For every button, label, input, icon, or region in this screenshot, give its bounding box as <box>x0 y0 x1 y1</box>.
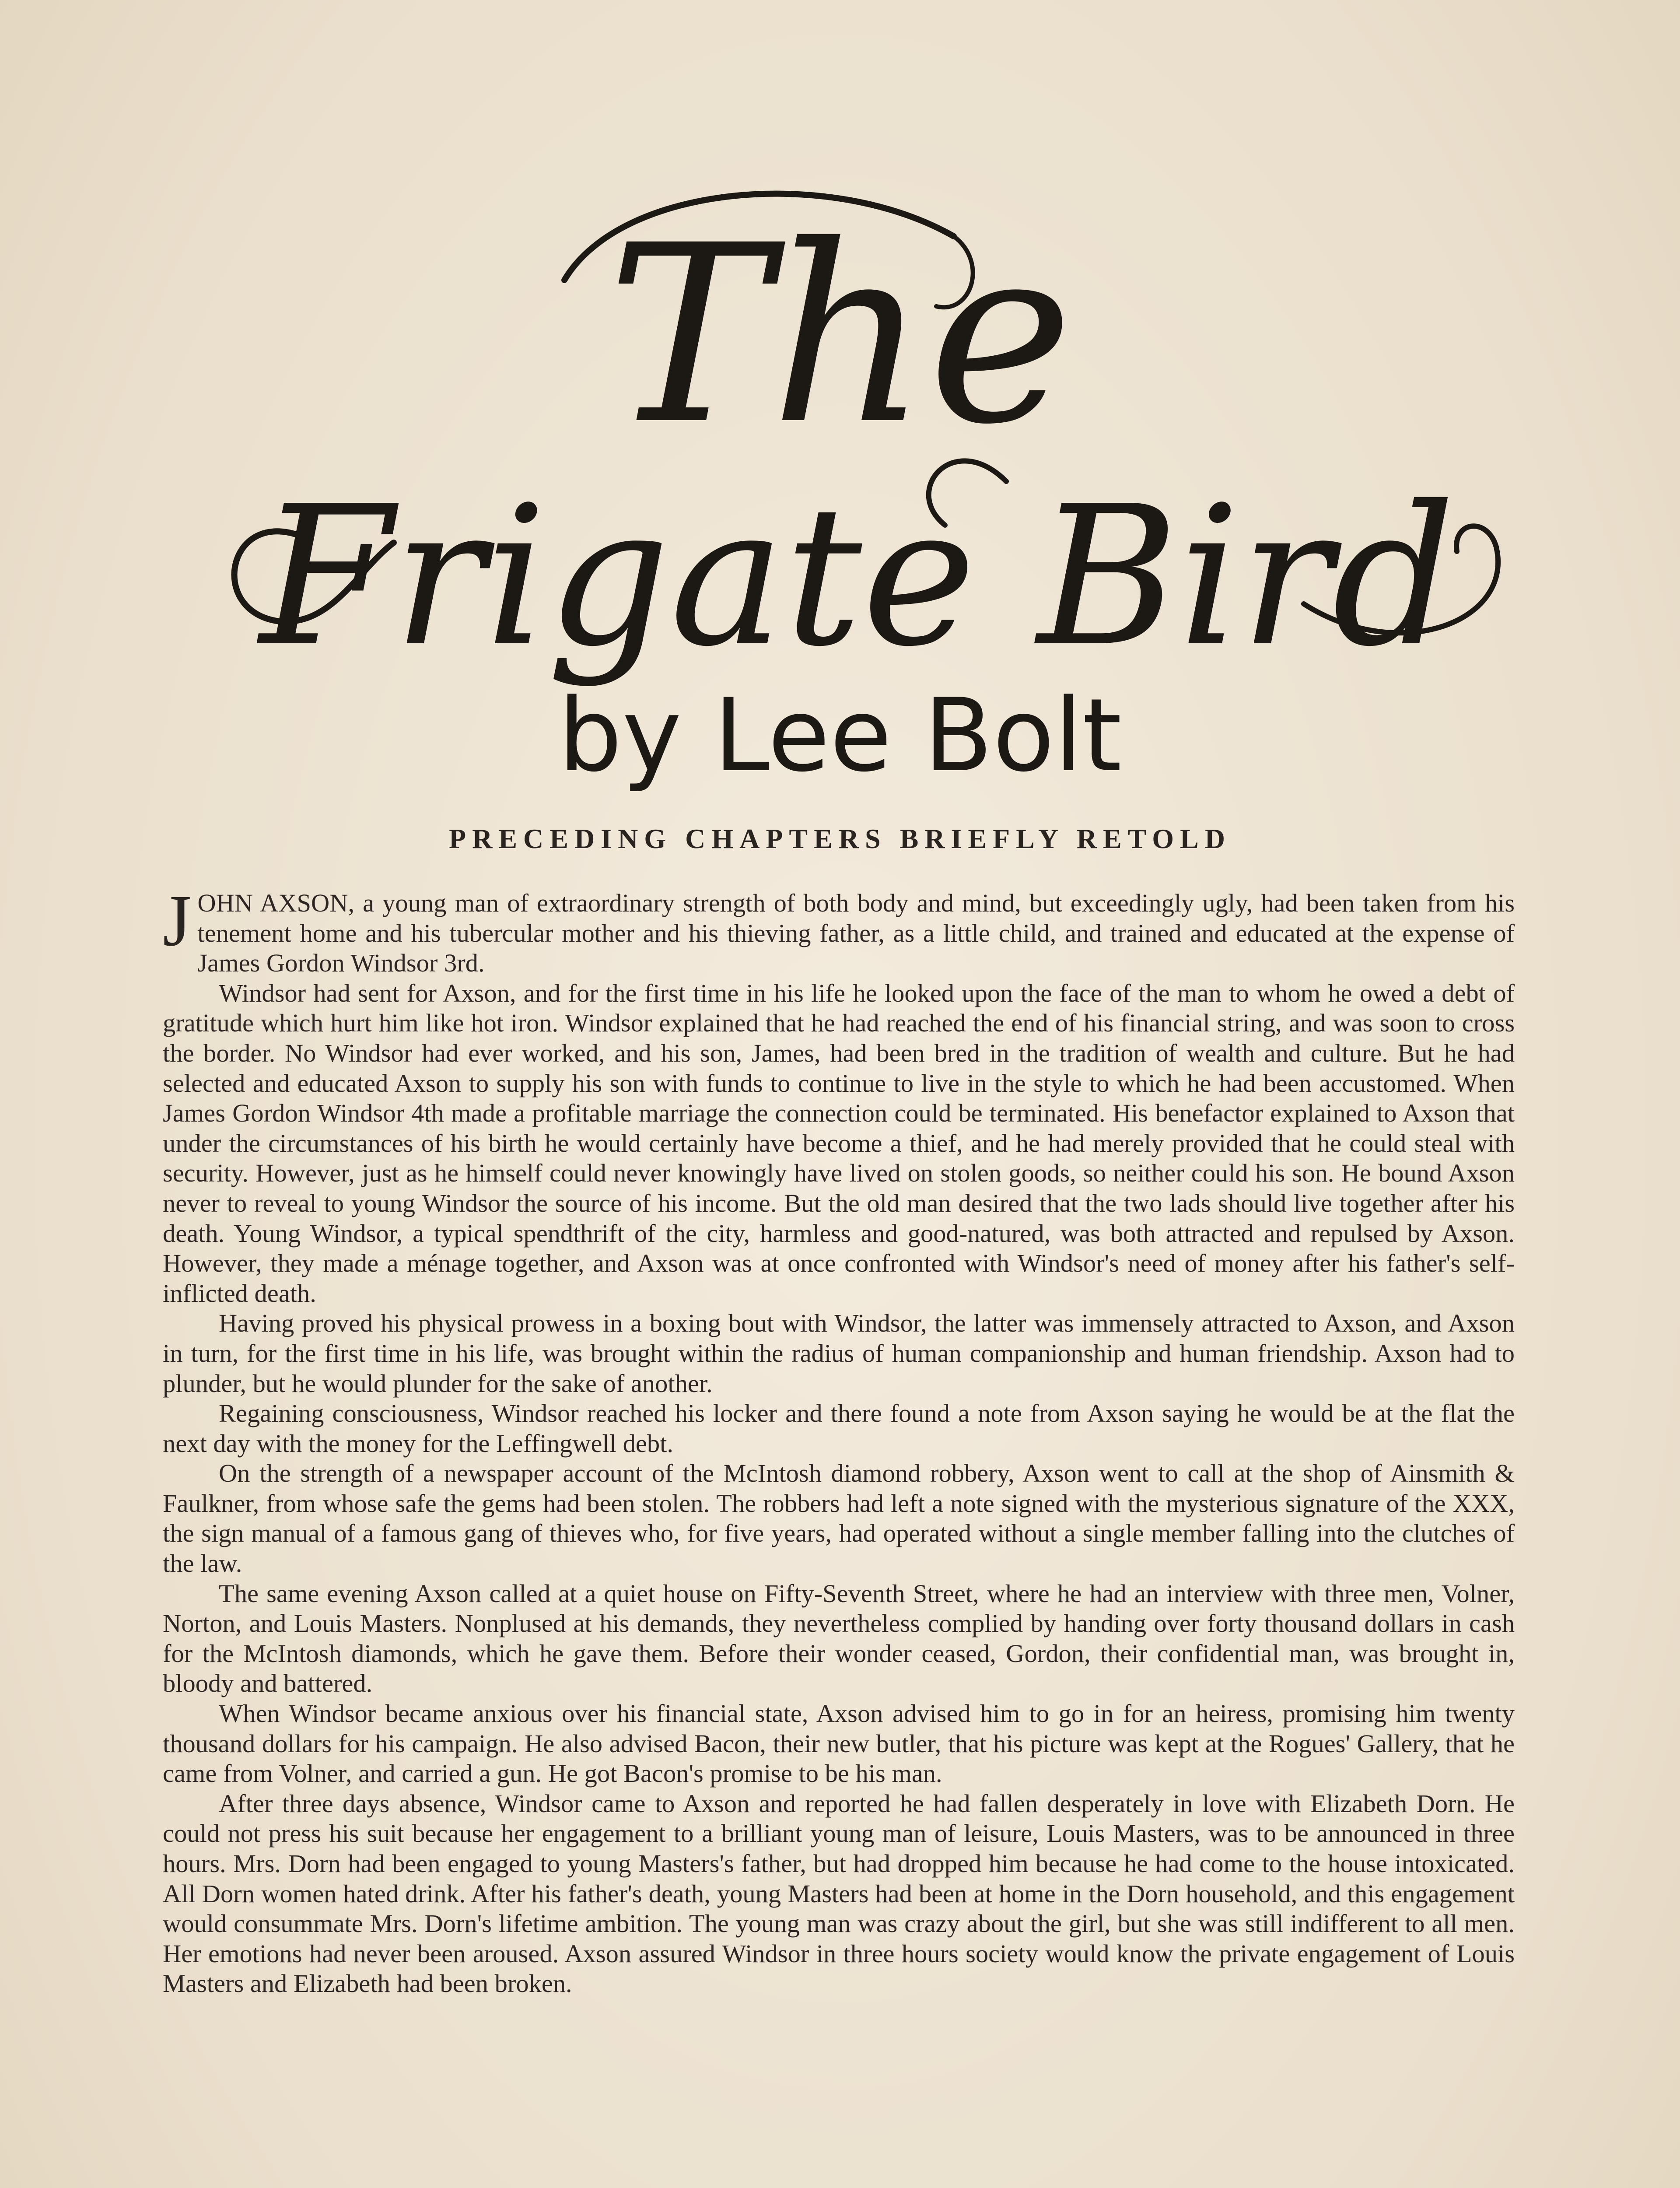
synopsis-paragraph-6: The same evening Axson called at a quiet house on Fifty-Seventh Street, where he had an interview with three men, Volner, Norton, and Louis Masters. Nonplused at his demands, they nevertheless complied by handing over forty thousand dollars in cash for the McIntosh diamonds, which he gave them. Before their wonder ceased, Gordon, their confidential man, was brought in, bloody and battered. <box>163 1579 1515 1698</box>
title-block <box>0 0 1680 814</box>
synopsis-text <box>163 880 1515 1999</box>
synopsis-paragraph-2: Windsor had sent for Axson, and for the first time in his life he looked upon the face of the man to whom he owed a debt of gratitude which hurt him like hot iron. Windsor explained that he had reached the end of his financial string, and was soon to cross the border. No Windsor had ever worked, and his son, James, had been bred in the tradition of wealth and culture. But he had selected and educated Axson to supply his son with funds to continue to live in the style to which he had been accustomed. When James Gordon Windsor 4th made a profitable marriage the connection could be terminated. His benefactor explained to Axson that under the circumstances of his birth he would certainly have become a thief, and he had merely provided that he could steal with security. However, just as he himself could never knowingly have lived on stolen goods, so neither could his son. He bound Axson never to reveal to young Windsor the source of his income. But the old man desired that the two lads should live together after his death. Young Windsor, a typical spendthrift of the city, harmless and good-natured, was both attracted and repulsed by Axson. However, they made a ménage together, and Axson was at once confronted with Windsor's need of money after his father's self-inflicted death. <box>163 978 1515 1308</box>
synopsis-paragraph-7: When Windsor became anxious over his financial state, Axson advised him to go in for an heiress, promising him twenty thousand dollars for his campaign. He also advised Bacon, their new butler, that his picture was kept at the Rogues' Gallery, that he came from Volner, and carried a gun. He got Bacon's promise to be his man. <box>163 1699 1515 1788</box>
synopsis-paragraph-8: After three days absence, Windsor came to Axson and reported he had fallen desperately in love with Elizabeth Dorn. He could not press his suit because her engagement to a brilliant young man of leisure, Louis Masters, was to be announced in three hours. Mrs. Dorn had been engaged to young Masters's father, but had dropped him because he had come to the house intoxicated. All Dorn women hated drink. After his father's death, young Masters had been at home in the Dorn household, and this engagement would consummate Mrs. Dorn's lifetime ambition. The young man was crazy about the girl, but she was still indifferent to all men. Her emotions had never been aroused. Axson assured Windsor in three hours society would know the private engagement of Louis Masters and Elizabeth had been broken. <box>163 1789 1515 1998</box>
synopsis-paragraph-1: JOHN AXSON, a young man of extraordinary strength of both body and mind, but exceedingly ugly, had been taken from his tenement home and his tubercular mother and his thieving father, as a little child, and trained and educated at the expense of James Gordon Windsor 3rd. <box>163 880 1515 978</box>
synopsis-paragraph-4: Regaining consciousness, Windsor reached his locker and there found a note from Axson saying he would be at the flat the next day with the money for the Leffingwell debt. <box>163 1399 1515 1458</box>
synopsis-paragraph-3: Having proved his physical prowess in a boxing bout with Windsor, the latter was immensely attracted to Axson, and Axson in turn, for the first time in his life, was brought within the radius of human companionship and human friendship. Axson had to plunder, but he would plunder for the sake of another. <box>163 1309 1515 1398</box>
byline: by Lee Bolt <box>558 677 1122 794</box>
title-line-1: The <box>607 193 1073 478</box>
drop-cap: J <box>163 880 192 961</box>
synopsis-paragraph-5: On the strength of a newspaper account of the McIntosh diamond robbery, Axson went to call at the shop of Ainsmith & Faulkner, from whose safe the gems had been stolen. The robbers had left a note signed with the mysterious signature of the XXX, the sign manual of a famous gang of thieves who, for five years, had operated without a single member falling into the clutches of the law. <box>163 1459 1515 1578</box>
section-heading: PRECEDING CHAPTERS BRIEFLY RETOLD <box>449 823 1231 854</box>
title-line-2: Frigate Bird <box>259 465 1456 689</box>
